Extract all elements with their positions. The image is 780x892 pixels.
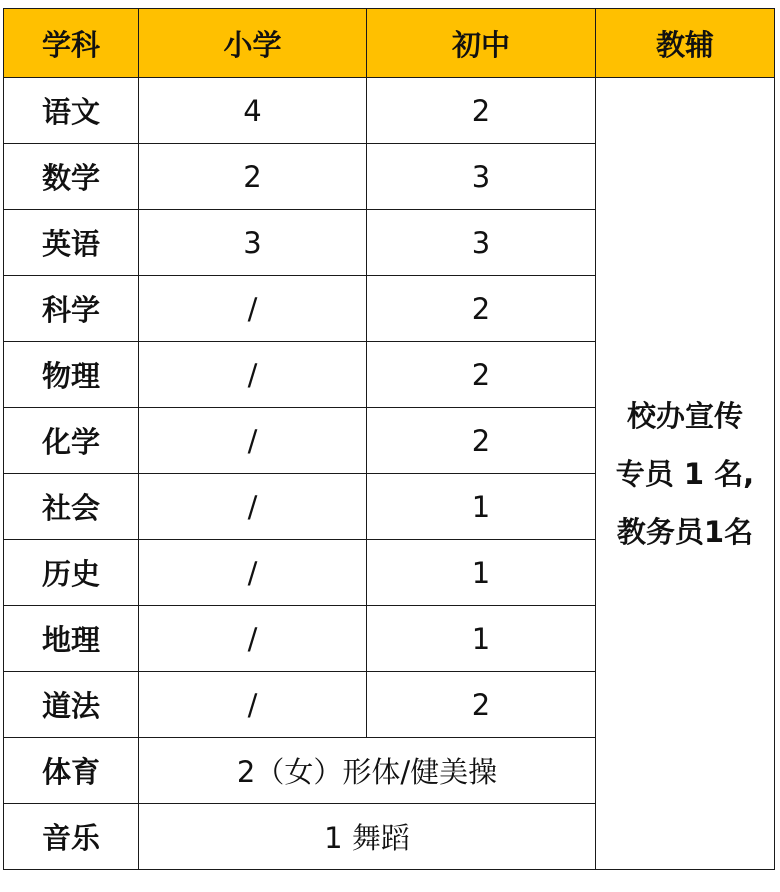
subject-cell: 社会 — [4, 474, 139, 540]
support-line-3: 教务员1名 — [616, 514, 754, 549]
junior-cell: 2 — [367, 408, 596, 474]
header-junior: 初中 — [367, 9, 596, 78]
support-line-1: 校办宣传 — [626, 398, 743, 433]
junior-cell: 2 — [367, 78, 596, 144]
junior-cell: 1 — [367, 540, 596, 606]
junior-cell: 1 — [367, 474, 596, 540]
primary-cell: / — [139, 606, 367, 672]
header-subject: 学科 — [4, 9, 139, 78]
subject-cell: 道法 — [4, 672, 139, 738]
primary-cell: / — [139, 672, 367, 738]
subject-cell: 物理 — [4, 342, 139, 408]
primary-cell: 3 — [139, 210, 367, 276]
support-line-2: 专员 1 名, — [615, 456, 755, 491]
subject-cell: 科学 — [4, 276, 139, 342]
primary-cell: / — [139, 474, 367, 540]
junior-cell: 3 — [367, 144, 596, 210]
table-row — [4, 78, 775, 144]
merged-value-cell: 2（女）形体/健美操 — [139, 738, 596, 804]
subject-cell: 语文 — [4, 78, 139, 144]
primary-cell: / — [139, 408, 367, 474]
junior-cell: 2 — [367, 672, 596, 738]
subject-cell: 体育 — [4, 738, 139, 804]
primary-cell: / — [139, 342, 367, 408]
merged-value-cell: 1 舞蹈 — [139, 804, 596, 870]
support-staff-cell — [596, 78, 775, 870]
subject-cell: 化学 — [4, 408, 139, 474]
staffing-table — [3, 8, 775, 870]
subject-cell: 历史 — [4, 540, 139, 606]
subject-cell: 数学 — [4, 144, 139, 210]
header-primary: 小学 — [139, 9, 367, 78]
subject-cell: 音乐 — [4, 804, 139, 870]
junior-cell: 3 — [367, 210, 596, 276]
junior-cell: 2 — [367, 276, 596, 342]
header-support: 教辅 — [596, 9, 775, 78]
primary-cell: 2 — [139, 144, 367, 210]
junior-cell: 1 — [367, 606, 596, 672]
subject-cell: 地理 — [4, 606, 139, 672]
primary-cell: 4 — [139, 78, 367, 144]
primary-cell: / — [139, 540, 367, 606]
junior-cell: 2 — [367, 342, 596, 408]
subject-cell: 英语 — [4, 210, 139, 276]
primary-cell: / — [139, 276, 367, 342]
header-row — [4, 9, 775, 78]
